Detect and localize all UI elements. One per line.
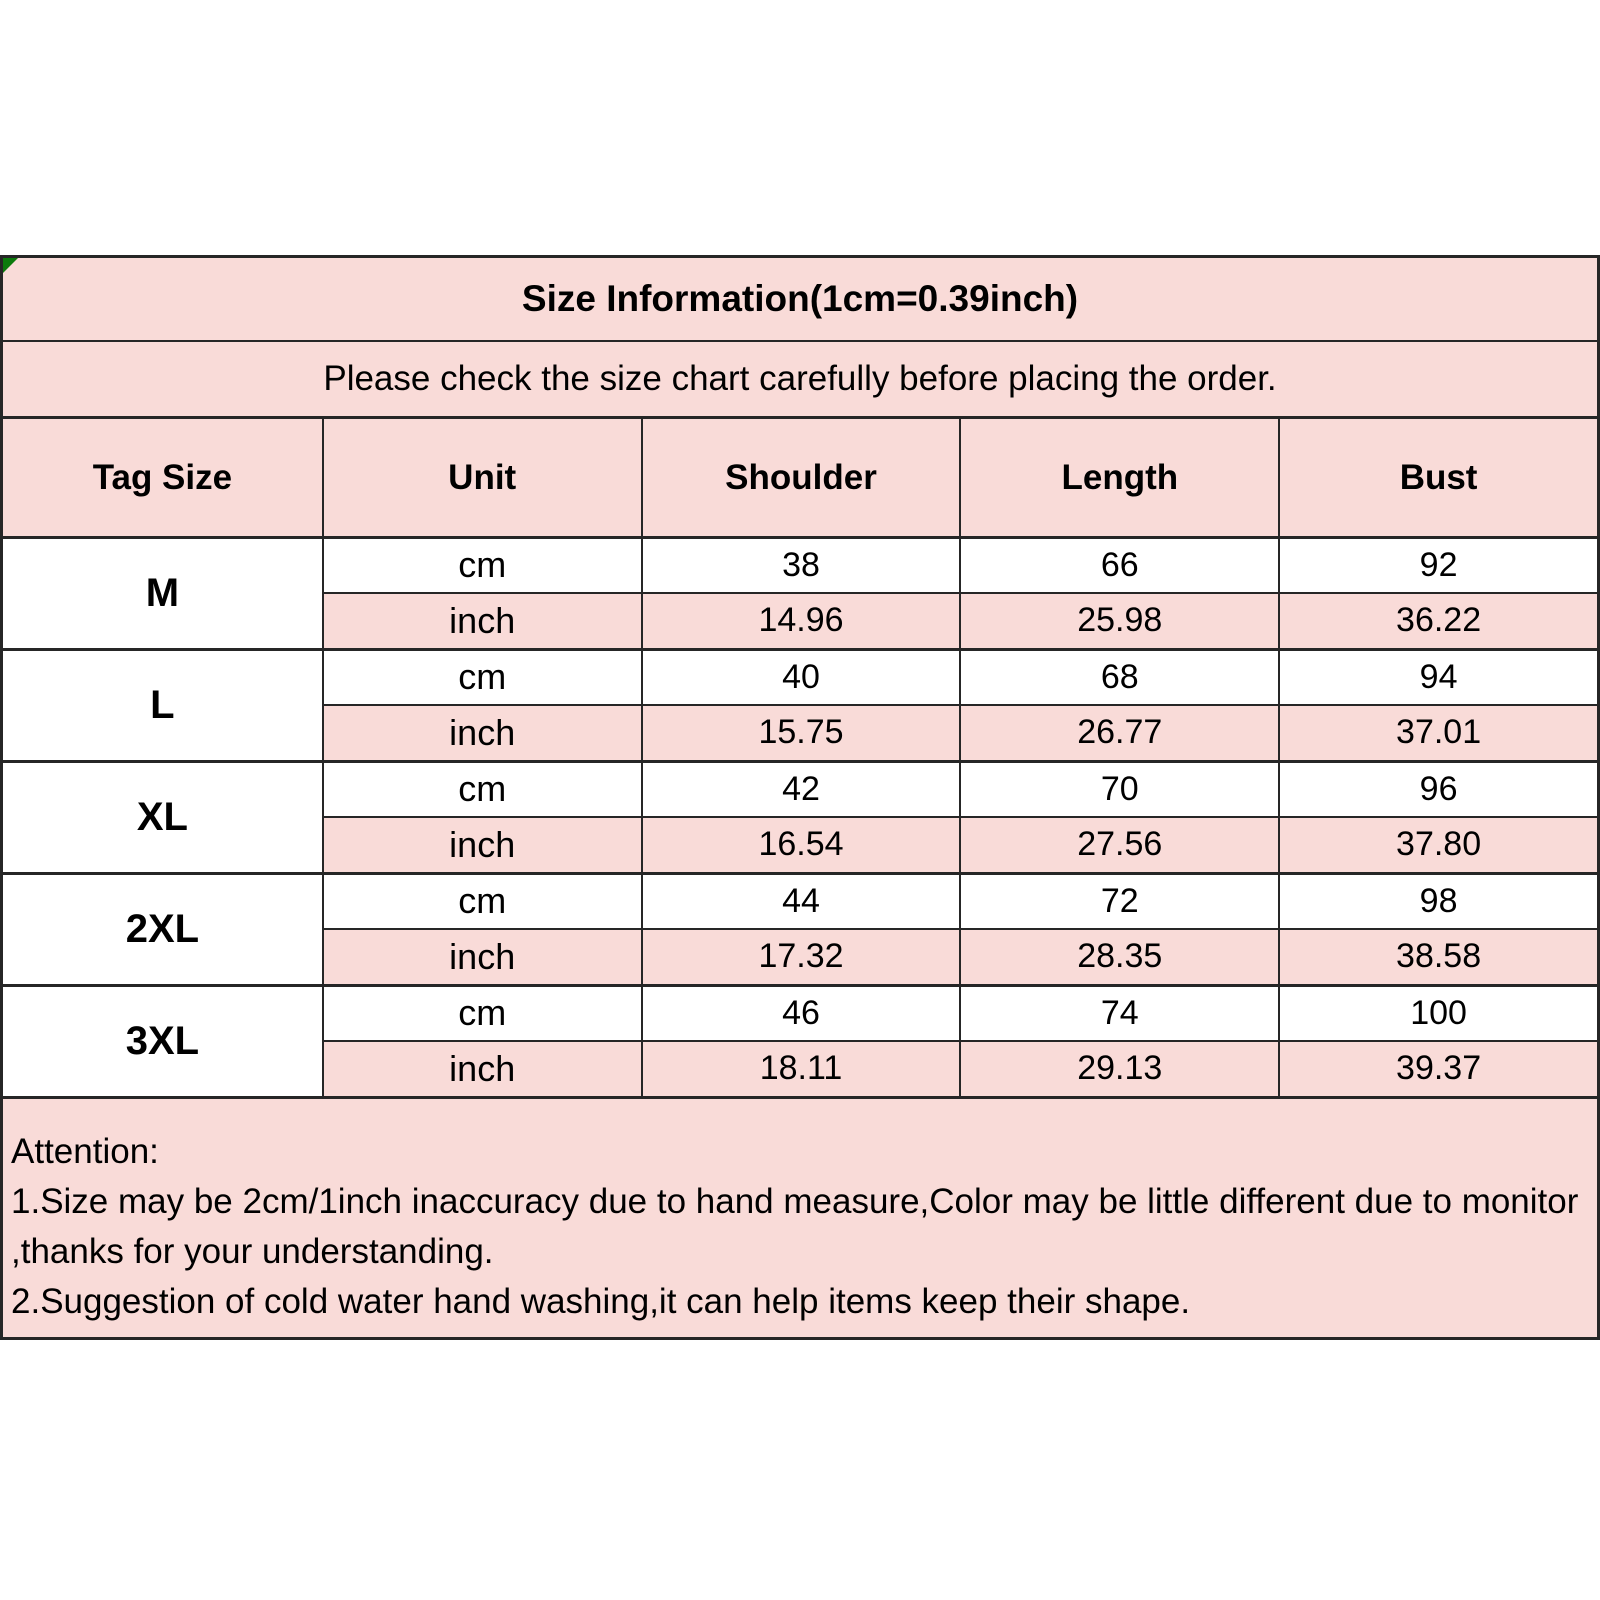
- green-corner-marker-icon: [3, 258, 18, 273]
- l-shoulder-inch: 15.75: [641, 706, 960, 761]
- header-tag-size: Tag Size: [92, 457, 233, 497]
- 3xl-shoulder-cm: 46: [641, 987, 960, 1042]
- l-bust-inch: 37.01: [1278, 706, 1597, 761]
- 3xl-bust-inch: 39.37: [1278, 1042, 1597, 1097]
- m-length-inch: 25.98: [959, 594, 1278, 649]
- unit-cm-label: cm: [322, 875, 641, 930]
- attention-section: [3, 1096, 1597, 1337]
- l-bust-cm: 94: [1278, 651, 1597, 706]
- unit-cm-label: cm: [322, 651, 641, 706]
- tag-size-m: M: [3, 539, 322, 648]
- xl-length-cm: 70: [959, 763, 1278, 818]
- 3xl-shoulder-inch: 18.11: [641, 1042, 960, 1097]
- size-chart-title: Size Information(1cm=0.39inch): [3, 258, 1597, 340]
- unit-inch-label: inch: [322, 594, 641, 649]
- m-shoulder-inch: 14.96: [641, 594, 960, 649]
- unit-inch-label: inch: [322, 706, 641, 761]
- tag-size-l: L: [3, 651, 322, 760]
- table-header-row: [3, 416, 1597, 536]
- xl-bust-inch: 37.80: [1278, 818, 1597, 873]
- m-shoulder-cm: 38: [641, 539, 960, 594]
- xl-shoulder-cm: 42: [641, 763, 960, 818]
- size-row-2xl: [3, 872, 1597, 984]
- header-bust: Bust: [1278, 419, 1597, 536]
- m-bust-inch: 36.22: [1278, 594, 1597, 649]
- l-length-cm: 68: [959, 651, 1278, 706]
- size-chart-subtitle: Please check the size chart carefully before placing the order.: [3, 340, 1597, 416]
- tag-size-xl: XL: [3, 763, 322, 872]
- header-unit: Unit: [322, 419, 641, 536]
- 2xl-bust-cm: 98: [1278, 875, 1597, 930]
- 2xl-bust-inch: 38.58: [1278, 930, 1597, 985]
- unit-cm-label: cm: [322, 763, 641, 818]
- 3xl-length-cm: 74: [959, 987, 1278, 1042]
- header-shoulder: Shoulder: [641, 419, 960, 536]
- xl-shoulder-inch: 16.54: [641, 818, 960, 873]
- size-row-l: [3, 648, 1597, 760]
- size-chart-table: [0, 255, 1600, 1340]
- 2xl-length-inch: 28.35: [959, 930, 1278, 985]
- l-length-inch: 26.77: [959, 706, 1278, 761]
- m-length-cm: 66: [959, 539, 1278, 594]
- unit-inch-label: inch: [322, 1042, 641, 1097]
- attention-note-2: 2.Suggestion of cold water hand washing,it can help items keep their shape.: [11, 1282, 1191, 1321]
- 2xl-shoulder-cm: 44: [641, 875, 960, 930]
- xl-bust-cm: 96: [1278, 763, 1597, 818]
- size-row-3xl: [3, 984, 1597, 1096]
- l-shoulder-cm: 40: [641, 651, 960, 706]
- 2xl-shoulder-inch: 17.32: [641, 930, 960, 985]
- unit-inch-label: inch: [322, 930, 641, 985]
- unit-cm-label: cm: [322, 539, 641, 594]
- size-row-m: [3, 536, 1597, 648]
- 3xl-bust-cm: 100: [1278, 987, 1597, 1042]
- size-row-xl: [3, 760, 1597, 872]
- 2xl-length-cm: 72: [959, 875, 1278, 930]
- attention-note-1: 1.Size may be 2cm/1inch inaccuracy due to hand measure,Color may be little different due to monitor ,thanks for your understanding.: [11, 1182, 1579, 1271]
- tag-size-3xl: 3XL: [3, 987, 322, 1096]
- unit-inch-label: inch: [322, 818, 641, 873]
- unit-cm-label: cm: [322, 987, 641, 1042]
- header-length: Length: [959, 419, 1278, 536]
- tag-size-2xl: 2XL: [3, 875, 322, 984]
- attention-heading: Attention:: [11, 1132, 159, 1171]
- m-bust-cm: 92: [1278, 539, 1597, 594]
- 3xl-length-inch: 29.13: [959, 1042, 1278, 1097]
- xl-length-inch: 27.56: [959, 818, 1278, 873]
